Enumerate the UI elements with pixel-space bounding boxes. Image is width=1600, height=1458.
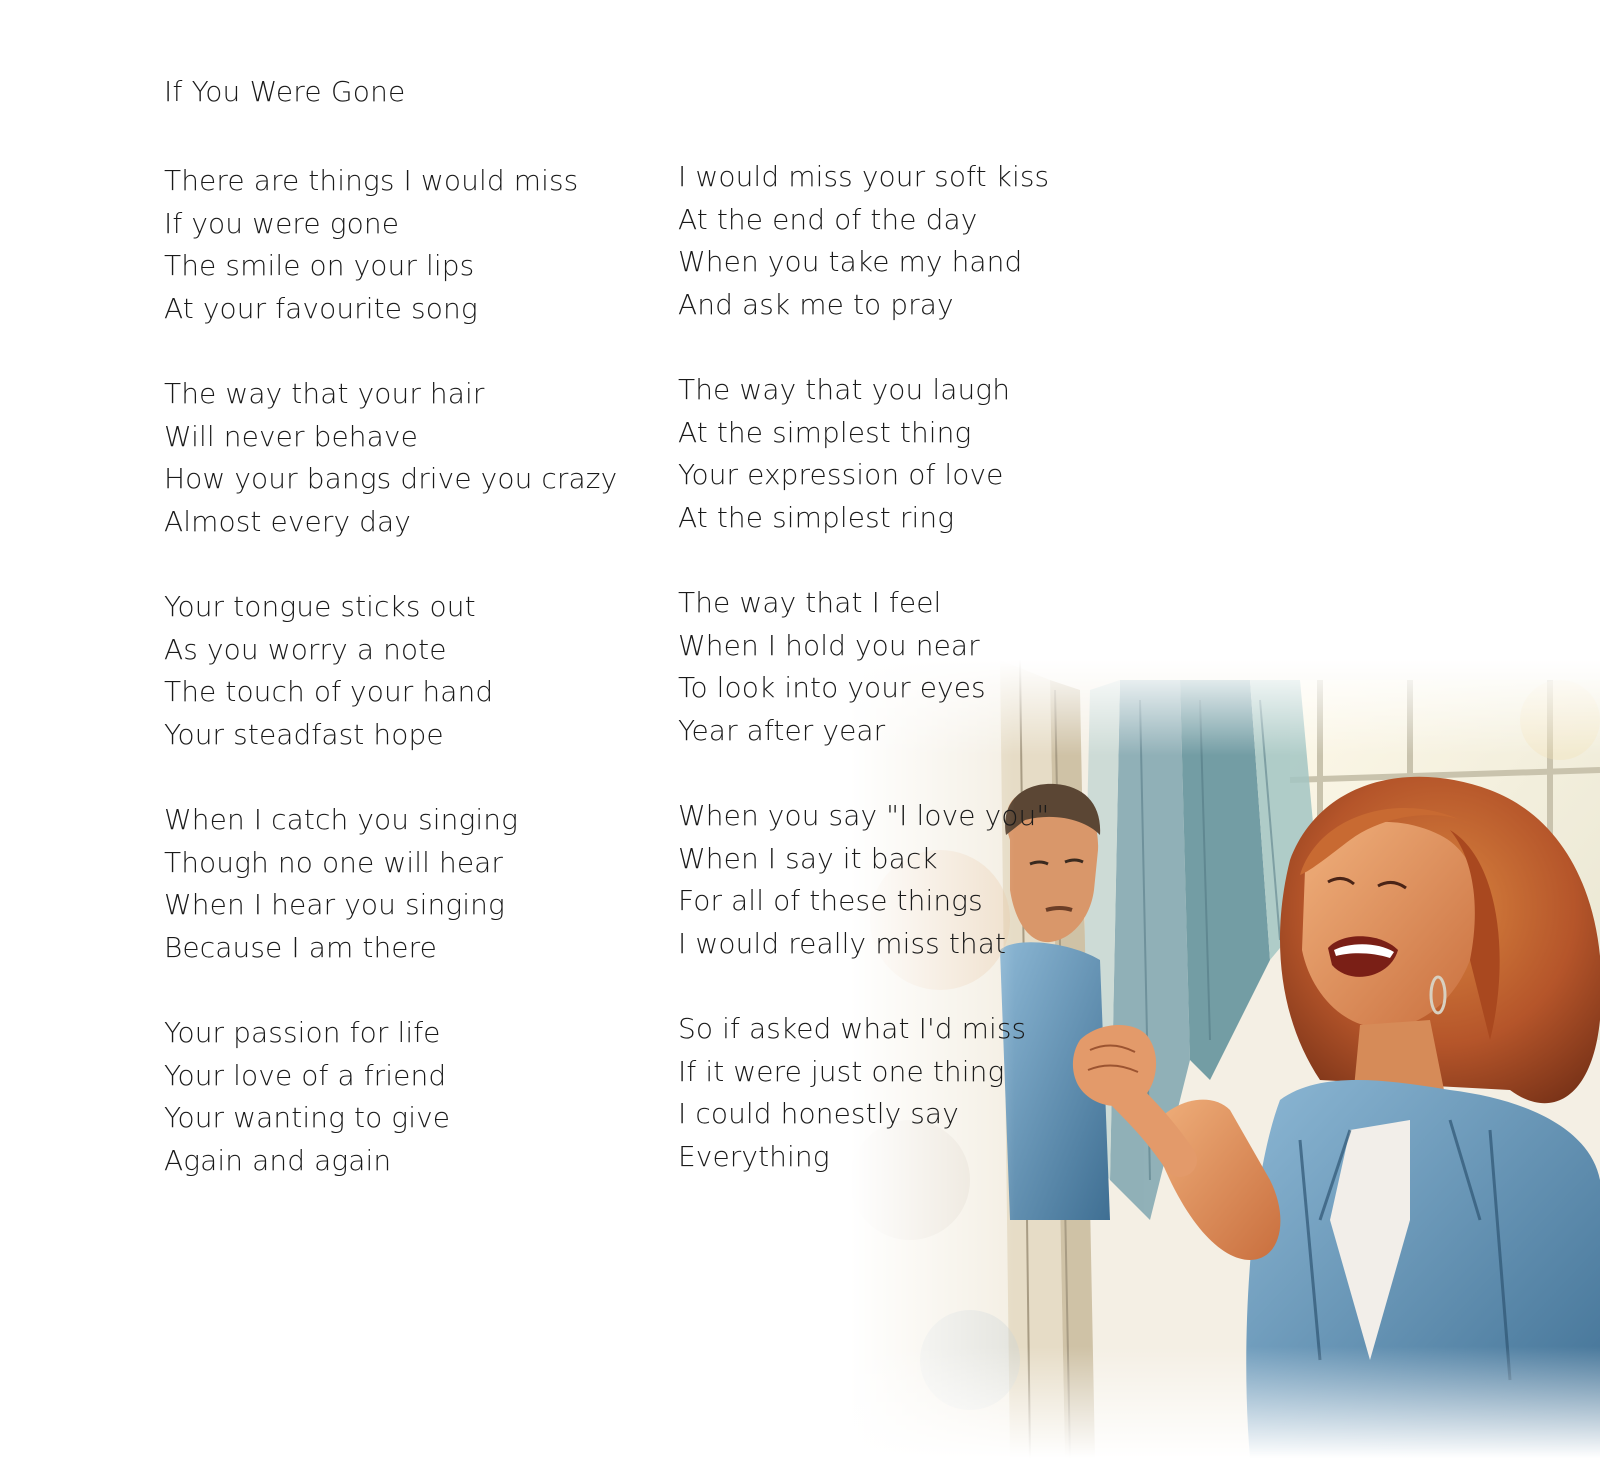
poem-line: Your tongue sticks out bbox=[164, 590, 476, 623]
stanza-right-5 bbox=[678, 1008, 1078, 1178]
poem-line: For all of these things bbox=[678, 884, 983, 917]
poem-line: To look into your eyes bbox=[678, 671, 986, 704]
poem-line: When I catch you singing bbox=[164, 803, 519, 836]
poem-column-left bbox=[164, 160, 618, 1225]
poem-line: Your love of a friend bbox=[164, 1058, 447, 1092]
stanza-left-1 bbox=[164, 160, 604, 330]
poem-line: I would really miss that bbox=[678, 926, 1007, 960]
poem-line: The way that you laugh bbox=[678, 373, 1011, 406]
stanza-right-2 bbox=[678, 369, 1078, 539]
poem-line: Your steadfast hope bbox=[164, 717, 444, 751]
poem-line: When I say it back bbox=[678, 841, 938, 875]
poem-line: As you worry a note bbox=[164, 632, 447, 666]
poem-line: Everything bbox=[678, 1139, 830, 1173]
poem-line: And ask me to pray bbox=[678, 287, 954, 321]
poem-line: I would miss your soft kiss bbox=[678, 160, 1050, 193]
poem-line: The way that your hair bbox=[164, 377, 485, 410]
poem-line: Year after year bbox=[678, 713, 886, 747]
poem-line: Your expression of love bbox=[678, 458, 1004, 491]
poem-line: At the simplest ring bbox=[678, 500, 955, 534]
stanza-right-3 bbox=[678, 582, 1078, 752]
poem-line: When you say "I love you" bbox=[678, 799, 1050, 832]
poem-line: Almost every day bbox=[164, 504, 411, 538]
poem-line: When I hear you singing bbox=[164, 888, 505, 921]
poem-title: If You Were Gone bbox=[164, 75, 406, 108]
poem-line: The touch of your hand bbox=[164, 675, 494, 708]
poem-line: So if asked what I'd miss bbox=[678, 1012, 1027, 1045]
poem-line: If you were gone bbox=[164, 206, 400, 240]
poem-line: How your bangs drive you crazy bbox=[164, 462, 618, 495]
poem-line: At the end of the day bbox=[678, 202, 978, 236]
poem-line: Though no one will hear bbox=[164, 845, 504, 879]
stanza-left-2 bbox=[164, 373, 618, 543]
poem-line: At your favourite song bbox=[164, 291, 478, 325]
poem-column-right bbox=[678, 156, 1078, 1221]
stanza-left-5 bbox=[164, 1012, 604, 1182]
poem-line: Will never behave bbox=[164, 419, 418, 453]
poem-line: Again and again bbox=[164, 1143, 392, 1177]
poem-line: If it were just one thing bbox=[678, 1054, 1005, 1088]
poem-line: There are things I would miss bbox=[164, 164, 579, 197]
poem-line: When I hold you near bbox=[678, 628, 980, 662]
poem-line: Because I am there bbox=[164, 930, 437, 964]
poem-line: The smile on your lips bbox=[164, 249, 475, 282]
stanza-left-4 bbox=[164, 799, 604, 969]
poem-line: Your wanting to give bbox=[164, 1101, 451, 1134]
stanza-right-4 bbox=[678, 795, 1078, 965]
stanza-left-3 bbox=[164, 586, 604, 756]
poem-line: Your passion for life bbox=[164, 1016, 441, 1049]
poem-line: When you take my hand bbox=[678, 245, 1023, 278]
stanza-right-1 bbox=[678, 156, 1078, 326]
poem-line: I could honestly say bbox=[678, 1097, 959, 1130]
poem-line: The way that I feel bbox=[678, 586, 942, 619]
poem-line: At the simplest thing bbox=[678, 415, 972, 449]
